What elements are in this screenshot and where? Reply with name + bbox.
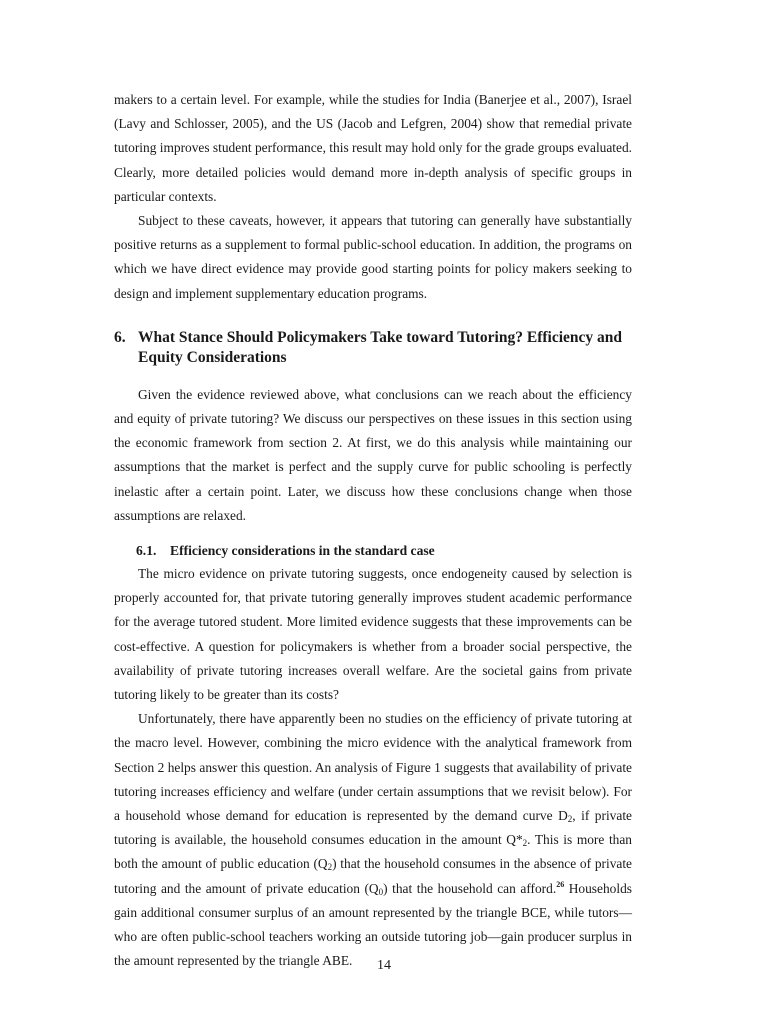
paragraph-micro-evidence: The micro evidence on private tutoring suggests, once endogeneity caused by selection is properly accounted for, that private tutoring generally improves student academic performance for the average tutored student. More limited evidence suggests that these improvements can be cost-effective. A question for policymakers is whether from a broader social perspective, the availability of private tutoring increases overall welfare. Are the societal gains from private tutoring likely to be greater than its costs? bbox=[114, 566, 632, 703]
footnote-marker: 26 bbox=[556, 879, 565, 889]
text-run: ) that the household consumes in the absence of private tutoring and the amount of private education (Q bbox=[114, 856, 632, 896]
subscript: 0 bbox=[378, 886, 384, 897]
page-number: 14 bbox=[377, 958, 391, 973]
subscript: 2 bbox=[567, 814, 573, 825]
text-run: Households gain additional consumer surplus of an amount represented by the triangle BCE, while tutors—who are often public-school teachers working an outside tutoring job—gain producer surplus in the amount represented by the triangle ABE. bbox=[114, 880, 632, 969]
section-6-1-number: 6.1. bbox=[136, 543, 157, 559]
subscript: 2 bbox=[327, 862, 333, 873]
section-6-heading bbox=[114, 328, 632, 369]
page-content bbox=[114, 88, 632, 974]
section-6-title: What Stance Should Policymakers Take toward Tutoring? Efficiency and Equity Considerations bbox=[138, 328, 623, 367]
text-run: ) that the household can afford. bbox=[383, 880, 557, 896]
text-run: Unfortunately, there have apparently been no studies on the efficiency of private tutoring at the macro level. However, combining the micro evidence with the analytical framework from Section 2 helps answer this question. An analysis of Figure 1 suggests that availability of private tutoring increases efficiency and welfare (under certain assumptions that we revisit below). For a household whose demand for education is represented by the demand curve D bbox=[114, 711, 632, 824]
subscript: 2 bbox=[522, 838, 528, 849]
paragraph-section6-intro: Given the evidence reviewed above, what conclusions can we reach about the efficiency and equity of private tutoring? We discuss our perspectives on these issues in this section using the economic framework from section 2. At first, we do this analysis while maintaining our assumptions that the market is perfect and the supply curve for public schooling is perfectly inelastic after a certain point. Later, we discuss how these conclusions change when those assumptions are relaxed. bbox=[114, 386, 632, 523]
section-6-1-title: Efficiency considerations in the standard case bbox=[170, 543, 435, 559]
section-6-1-heading bbox=[136, 540, 632, 562]
section-6-number: 6. bbox=[114, 328, 126, 346]
paragraph-continuation: makers to a certain level. For example, while the studies for India (Banerjee et al., 2007), Israel (Lavy and Schlosser, 2005), and the US (Jacob and Lefgren, 2004) show that remedial private tutoring improves student performance, this result may hold only for the grade groups evaluated. Clearly, more detailed policies would demand more in-depth analysis of specific groups in particular contexts. bbox=[114, 92, 633, 204]
paragraph-caveats: Subject to these caveats, however, it appears that tutoring can generally have substantially positive returns as a supplement to formal public-school education. In addition, the programs on which we have direct evidence may provide good starting points for policy makers seeking to design and implement supplementary education programs. bbox=[114, 213, 632, 301]
text-run: . This is more than both the amount of public education (Q bbox=[114, 832, 632, 872]
text-run: , if private tutoring is available, the household consumes education in the amount Q* bbox=[114, 808, 632, 848]
paragraph-macro-analysis bbox=[114, 707, 632, 973]
